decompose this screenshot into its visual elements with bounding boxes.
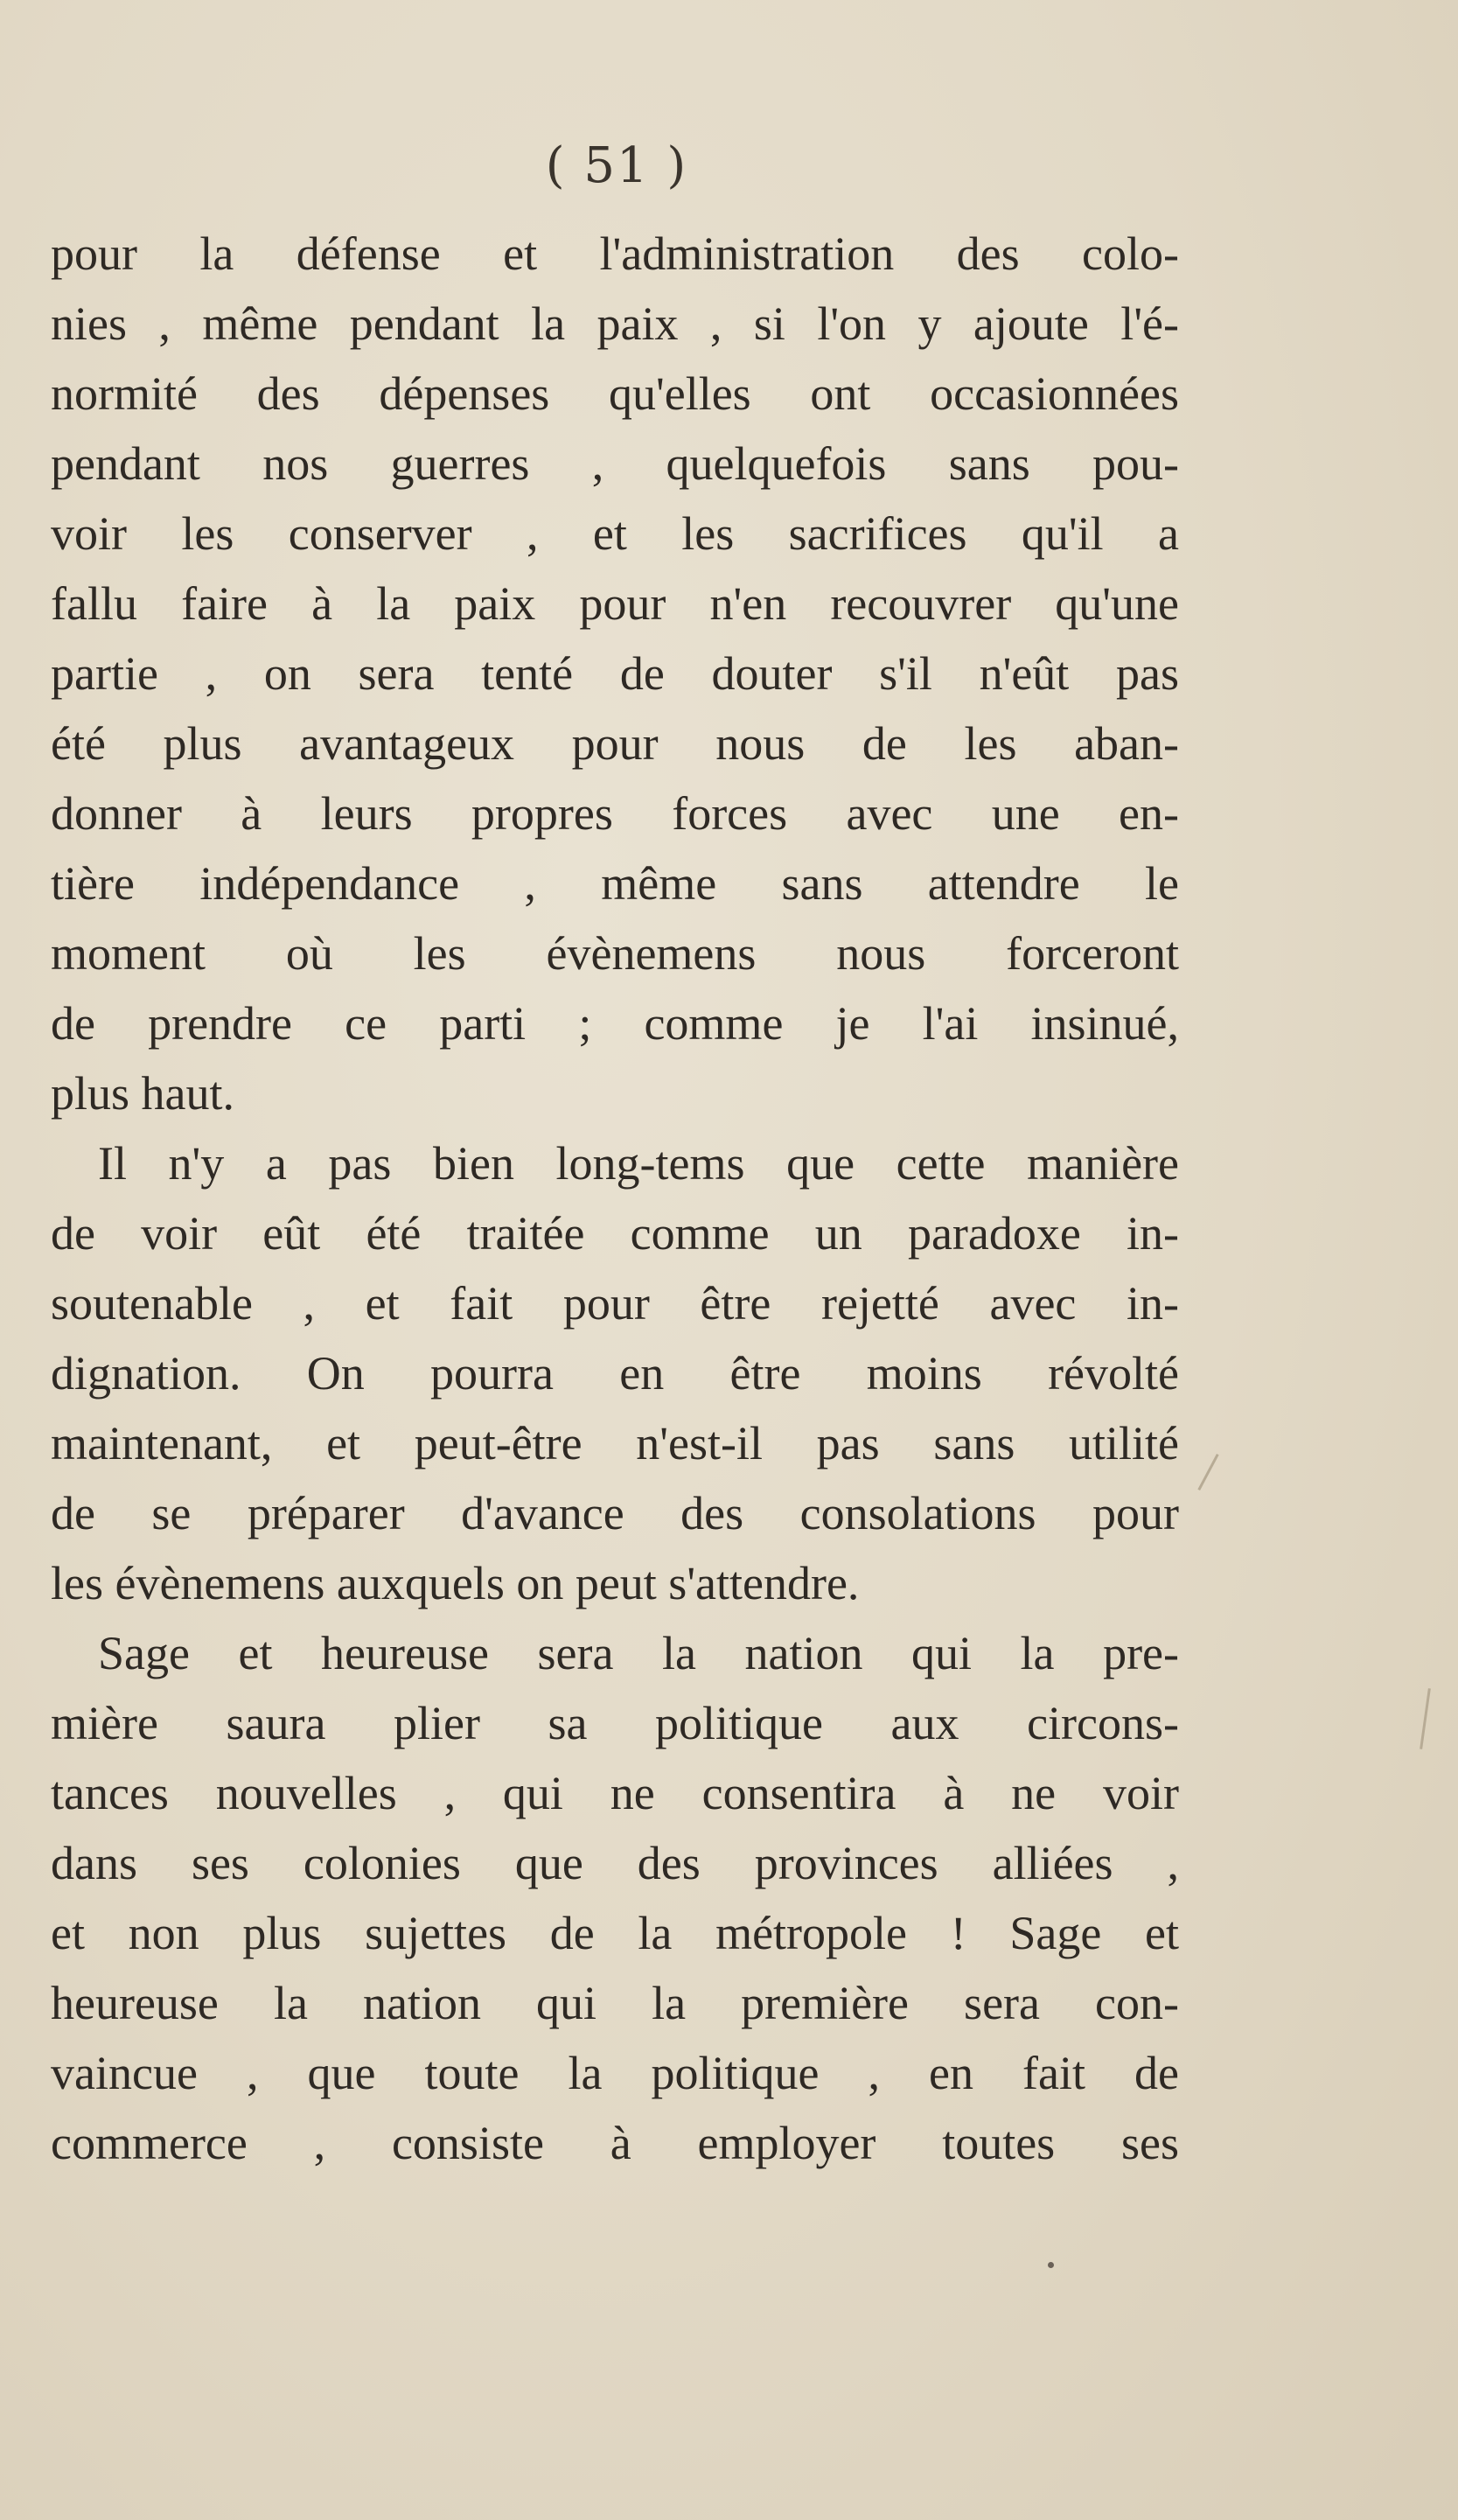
text-line: de prendre ce parti ; comme je l'ai insinué, [51,997,1179,1050]
text-line: normité des dépenses qu'elles ont occasionnées [51,367,1179,420]
text-line: été plus avantageux pour nous de les aban- [51,717,1179,770]
text-line: pendant nos guerres , quelquefois sans pou- [51,437,1179,490]
text-line: pour la défense et l'administration des colo- [51,227,1179,280]
text-line: soutenable , et fait pour être rejetté avec in- [51,1277,1179,1330]
body-text [51,219,1179,2178]
paper-edge-mark [1197,1454,1218,1490]
page-number: ( 51 ) [545,137,688,194]
text-line: de se préparer d'avance des consolations pour [51,1487,1179,1539]
text-line: heureuse la nation qui la première sera con- [51,1977,1179,2029]
paragraph-start-line: Il n'y a pas bien long-tems que cette manière [98,1137,1179,1190]
paper-edge-mark [1420,1688,1431,1749]
text-line: de voir eût été traitée comme un paradoxe in- [51,1207,1179,1260]
text-line: voir les conserver , et les sacrifices qu'il a [51,507,1179,560]
text-line: maintenant, et peut-être n'est-il pas sans utilité [51,1417,1179,1469]
text-line: vaincue , que toute la politique , en fait de [51,2047,1179,2099]
text-line: dignation. On pourra en être moins révolté [51,1347,1179,1400]
text-line: mière saura plier sa politique aux circons- [51,1697,1179,1749]
text-line: partie , on sera tenté de douter s'il n'eût pas [51,647,1179,700]
text-line: commerce , consiste à employer toutes ses [51,2117,1179,2169]
text-line: dans ses colonies que des provinces alliées , [51,1837,1179,1889]
text-line: et non plus sujettes de la métropole ! Sage et [51,1907,1179,1959]
paragraph-end-line: les évènemens auxquels on peut s'attendre. [51,1557,860,1609]
text-line: nies , même pendant la paix , si l'on y ajoute l'é- [51,297,1179,350]
paper-speck [1048,2262,1054,2268]
paragraph-start-line: Sage et heureuse sera la nation qui la pre- [98,1627,1179,1679]
text-line: moment où les évènemens nous forceront [51,927,1179,980]
paragraph-end-line: plus haut. [51,1067,234,1120]
text-line: tière indépendance , même sans attendre le [51,857,1179,910]
text-line: donner à leurs propres forces avec une en- [51,787,1179,840]
text-line: fallu faire à la paix pour n'en recouvrer qu'une [51,577,1179,630]
text-line: tances nouvelles , qui ne consentira à ne voir [51,1767,1179,1819]
